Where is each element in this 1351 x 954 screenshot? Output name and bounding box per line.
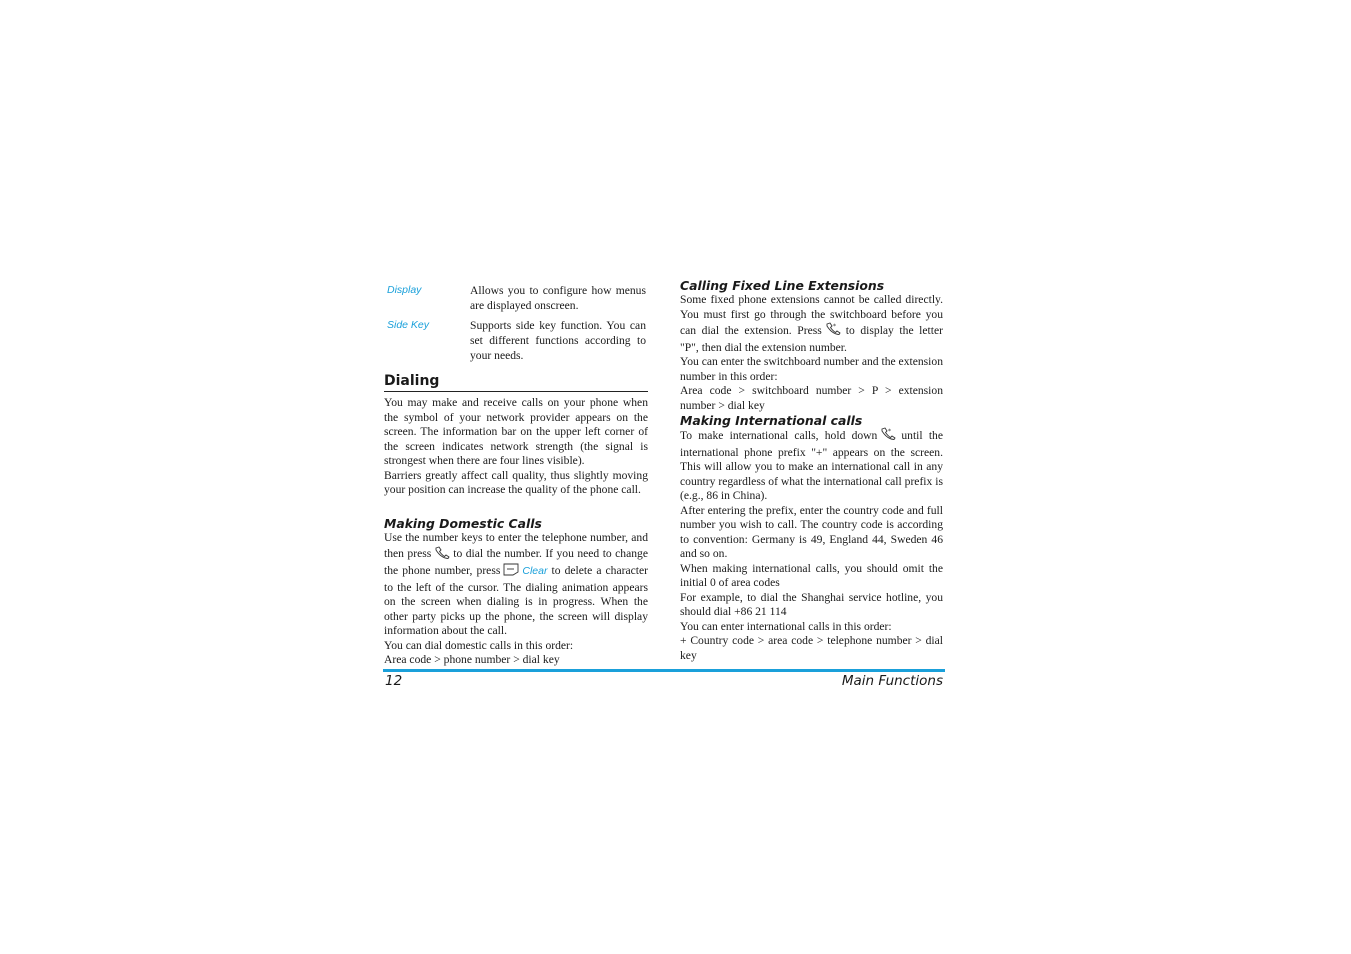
subheading-domestic-calls: Making Domestic Calls — [384, 516, 542, 531]
paragraph — [384, 531, 648, 639]
text: to display the letter "P", then dial the extension number. — [680, 324, 943, 354]
subheading-fixed-line-extensions: Calling Fixed Line Extensions — [680, 278, 885, 293]
option-name: Side Key — [387, 319, 430, 331]
option-row-display — [384, 283, 648, 315]
extensions-body — [680, 293, 943, 413]
paragraph: Area code > switchboard number > P > extension number > dial key — [680, 384, 943, 412]
text: to delete a character to the left of the cursor. The dialing animation appears on the screen when dialing is in progress. When the other party picks up the phone, the screen will display information about the call. — [384, 564, 648, 637]
domestic-body — [384, 531, 648, 668]
paragraph: When making international calls, you should omit the initial 0 of area codes — [680, 561, 943, 589]
star-call-key-icon — [825, 322, 843, 341]
text: to dial the number. If you need to change the phone number, press — [384, 546, 648, 577]
paragraph: You can enter the switchboard number and the extension number in this order: — [680, 355, 943, 383]
option-row-side-key — [384, 318, 648, 364]
dialing-body — [384, 396, 648, 498]
svg-text:*: * — [832, 323, 836, 330]
international-body — [680, 427, 943, 663]
paragraph: + Country code > area code > telephone number > dial key — [680, 634, 943, 662]
text: until the international phone prefix "+" appears on the screen. This will allow you to make an international call in any country regardless of what the international call prefix is (e.g., 86 in China). — [680, 429, 943, 502]
svg-text:*: * — [888, 428, 892, 435]
option-description: Allows you to configure how menus are displayed onscreen. — [470, 284, 646, 312]
paragraph: Area code > phone number > dial key — [384, 653, 560, 666]
paragraph — [680, 427, 943, 504]
paragraph: After entering the prefix, enter the country code and full number you wish to call. The country code is according to convention: Germany is 49, England 44, Sweden 46 and so on. — [680, 503, 943, 560]
section-heading-dialing: Dialing — [384, 372, 648, 392]
paragraph: You can dial domestic calls in this order: — [384, 638, 574, 652]
star-call-key-icon — [880, 427, 898, 446]
paragraph: For example, to dial the Shanghai service hotline, you should dial +86 21 114 — [680, 590, 943, 618]
option-name: Display — [387, 284, 422, 296]
paragraph: Barriers greatly affect call quality, thus slightly moving your position can increase the quality of the phone call. — [384, 468, 648, 496]
paragraph — [680, 293, 943, 355]
left-softkey-icon — [503, 563, 519, 581]
paragraph: You can enter international calls in this order: — [680, 619, 892, 633]
paragraph: You may make and receive calls on your phone when the symbol of your network provider appears on the screen. The information bar on the upper left corner of the screen indicates network strength (the signal is strongest when there are four lines visible). — [384, 396, 648, 467]
clear-softkey-label: Clear — [522, 565, 548, 577]
call-key-icon — [434, 546, 450, 564]
text: Some fixed phone extensions cannot be called directly. You must first go through the switchboard before you can dial the extension. Press — [680, 293, 943, 337]
footer-rule — [383, 669, 945, 672]
text: To make international calls, hold down — [680, 429, 878, 442]
text: Use the number keys to enter the telephone number, and then press — [384, 531, 648, 560]
running-head: Main Functions — [841, 673, 943, 689]
subheading-international-calls: Making International calls — [680, 413, 863, 428]
page-number: 12 — [385, 673, 403, 689]
option-description: Supports side key function. You can set different functions according to your needs. — [470, 319, 646, 362]
